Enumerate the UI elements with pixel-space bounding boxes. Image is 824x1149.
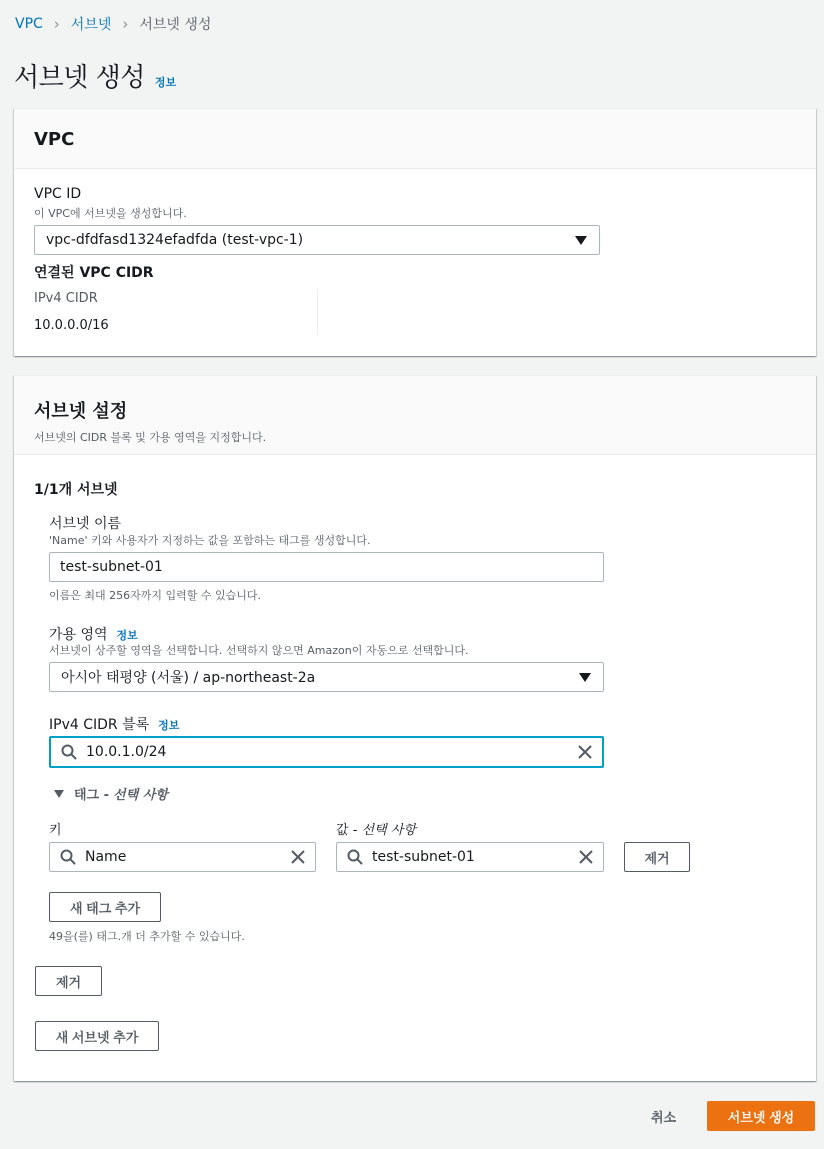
remove-subnet-button[interactable]: 제거 <box>35 966 102 996</box>
subnet-count-title: 1/1개 서브넷 <box>34 482 118 498</box>
subnet-settings-panel <box>14 375 816 1081</box>
subnet-name-input[interactable] <box>49 552 604 582</box>
tag-value-label-row <box>336 819 416 838</box>
cidr-block-value: 10.0.1.0/24 <box>86 744 167 760</box>
tag-value-value: test-subnet-01 <box>372 849 475 865</box>
vpc-panel-header <box>14 109 816 169</box>
vpc-panel-title: VPC <box>34 129 75 150</box>
az-label: 가용 영역 <box>49 627 108 643</box>
subnet-settings-description: 서브넷의 CIDR 블록 및 가용 영역을 지정합니다. <box>34 431 267 444</box>
tags-toggle-label: 태그 - <box>74 788 110 803</box>
tags-toggle[interactable] <box>54 784 168 803</box>
cidr-block-label: IPv4 CIDR 블록 <box>49 717 150 733</box>
vpc-id-value: vpc-dfdfasd1324efadfda (test-vpc-1) <box>46 232 304 248</box>
tag-key-value: Name <box>85 849 127 865</box>
tags-toggle-optional: 선택 사항 <box>113 788 168 803</box>
chevron-right-icon: › <box>53 15 60 33</box>
cidr-block-input[interactable] <box>49 736 604 768</box>
subnet-settings-header <box>14 376 816 455</box>
clear-icon[interactable] <box>578 745 592 759</box>
az-label-row <box>49 624 138 644</box>
vpc-cidr-section-title: 연결된 VPC CIDR <box>34 265 154 281</box>
breadcrumb-subnets-link[interactable]: 서브넷 <box>70 17 112 33</box>
search-icon <box>60 849 76 865</box>
tag-key-label: 키 <box>49 823 62 838</box>
cancel-button[interactable]: 취소 <box>651 1110 677 1125</box>
tag-value-input[interactable] <box>336 842 604 872</box>
cidr-info-link[interactable]: 정보 <box>158 719 180 732</box>
clear-icon[interactable] <box>291 850 305 864</box>
tag-value-optional: 선택 사항 <box>361 823 416 838</box>
az-description: 서브넷이 상주할 영역을 선택합니다. 선택하지 않으면 Amazon이 자동으로 선택합니다. <box>49 644 469 657</box>
vpc-id-select[interactable] <box>34 225 600 255</box>
ipv4-cidr-label: IPv4 CIDR <box>34 291 98 306</box>
subnet-name-value: test-subnet-01 <box>60 559 163 575</box>
search-icon <box>61 744 77 760</box>
add-tag-button[interactable]: 새 태그 추가 <box>49 892 161 922</box>
breadcrumb-vpc-link[interactable]: VPC <box>15 16 43 32</box>
ipv4-cidr-value: 10.0.0.0/16 <box>34 318 109 333</box>
caret-down-icon <box>575 236 587 245</box>
az-value: 아시아 태평양 (서울) / ap-northeast-2a <box>61 670 316 686</box>
az-info-link[interactable]: 정보 <box>116 629 138 642</box>
vpc-id-label: VPC ID <box>34 186 82 202</box>
page-header <box>14 57 176 94</box>
cidr-label-row <box>49 714 179 734</box>
tag-key-input[interactable] <box>49 842 316 872</box>
subnet-name-description: 'Name' 키와 사용자가 지정하는 값을 포함하는 태그를 생성합니다. <box>49 534 371 547</box>
tag-limit-hint: 49을(를) 태그.개 더 추가할 수 있습니다. <box>49 930 245 943</box>
vpc-id-description: 이 VPC에 서브넷을 생성합니다. <box>34 207 187 220</box>
breadcrumb-current: 서브넷 생성 <box>139 17 212 33</box>
subnet-name-label: 서브넷 이름 <box>49 516 122 532</box>
caret-down-icon <box>54 790 64 798</box>
search-icon <box>347 849 363 865</box>
tag-value-label: 값 - <box>336 823 358 838</box>
cidr-divider <box>317 289 318 335</box>
create-subnet-button[interactable]: 서브넷 생성 <box>707 1101 815 1131</box>
add-subnet-button[interactable]: 새 서브넷 추가 <box>35 1021 159 1051</box>
page-info-link[interactable]: 정보 <box>154 76 177 89</box>
az-select[interactable] <box>49 662 604 692</box>
page-title: 서브넷 생성 <box>14 63 145 93</box>
caret-down-icon <box>579 673 591 682</box>
breadcrumb <box>15 14 211 34</box>
clear-icon[interactable] <box>579 850 593 864</box>
vpc-panel <box>14 108 816 356</box>
remove-tag-button[interactable]: 제거 <box>624 842 690 872</box>
subnet-settings-title: 서브넷 설정 <box>34 401 128 422</box>
chevron-right-icon: › <box>122 15 129 33</box>
subnet-name-hint: 이름은 최대 256자까지 입력할 수 있습니다. <box>49 589 261 602</box>
